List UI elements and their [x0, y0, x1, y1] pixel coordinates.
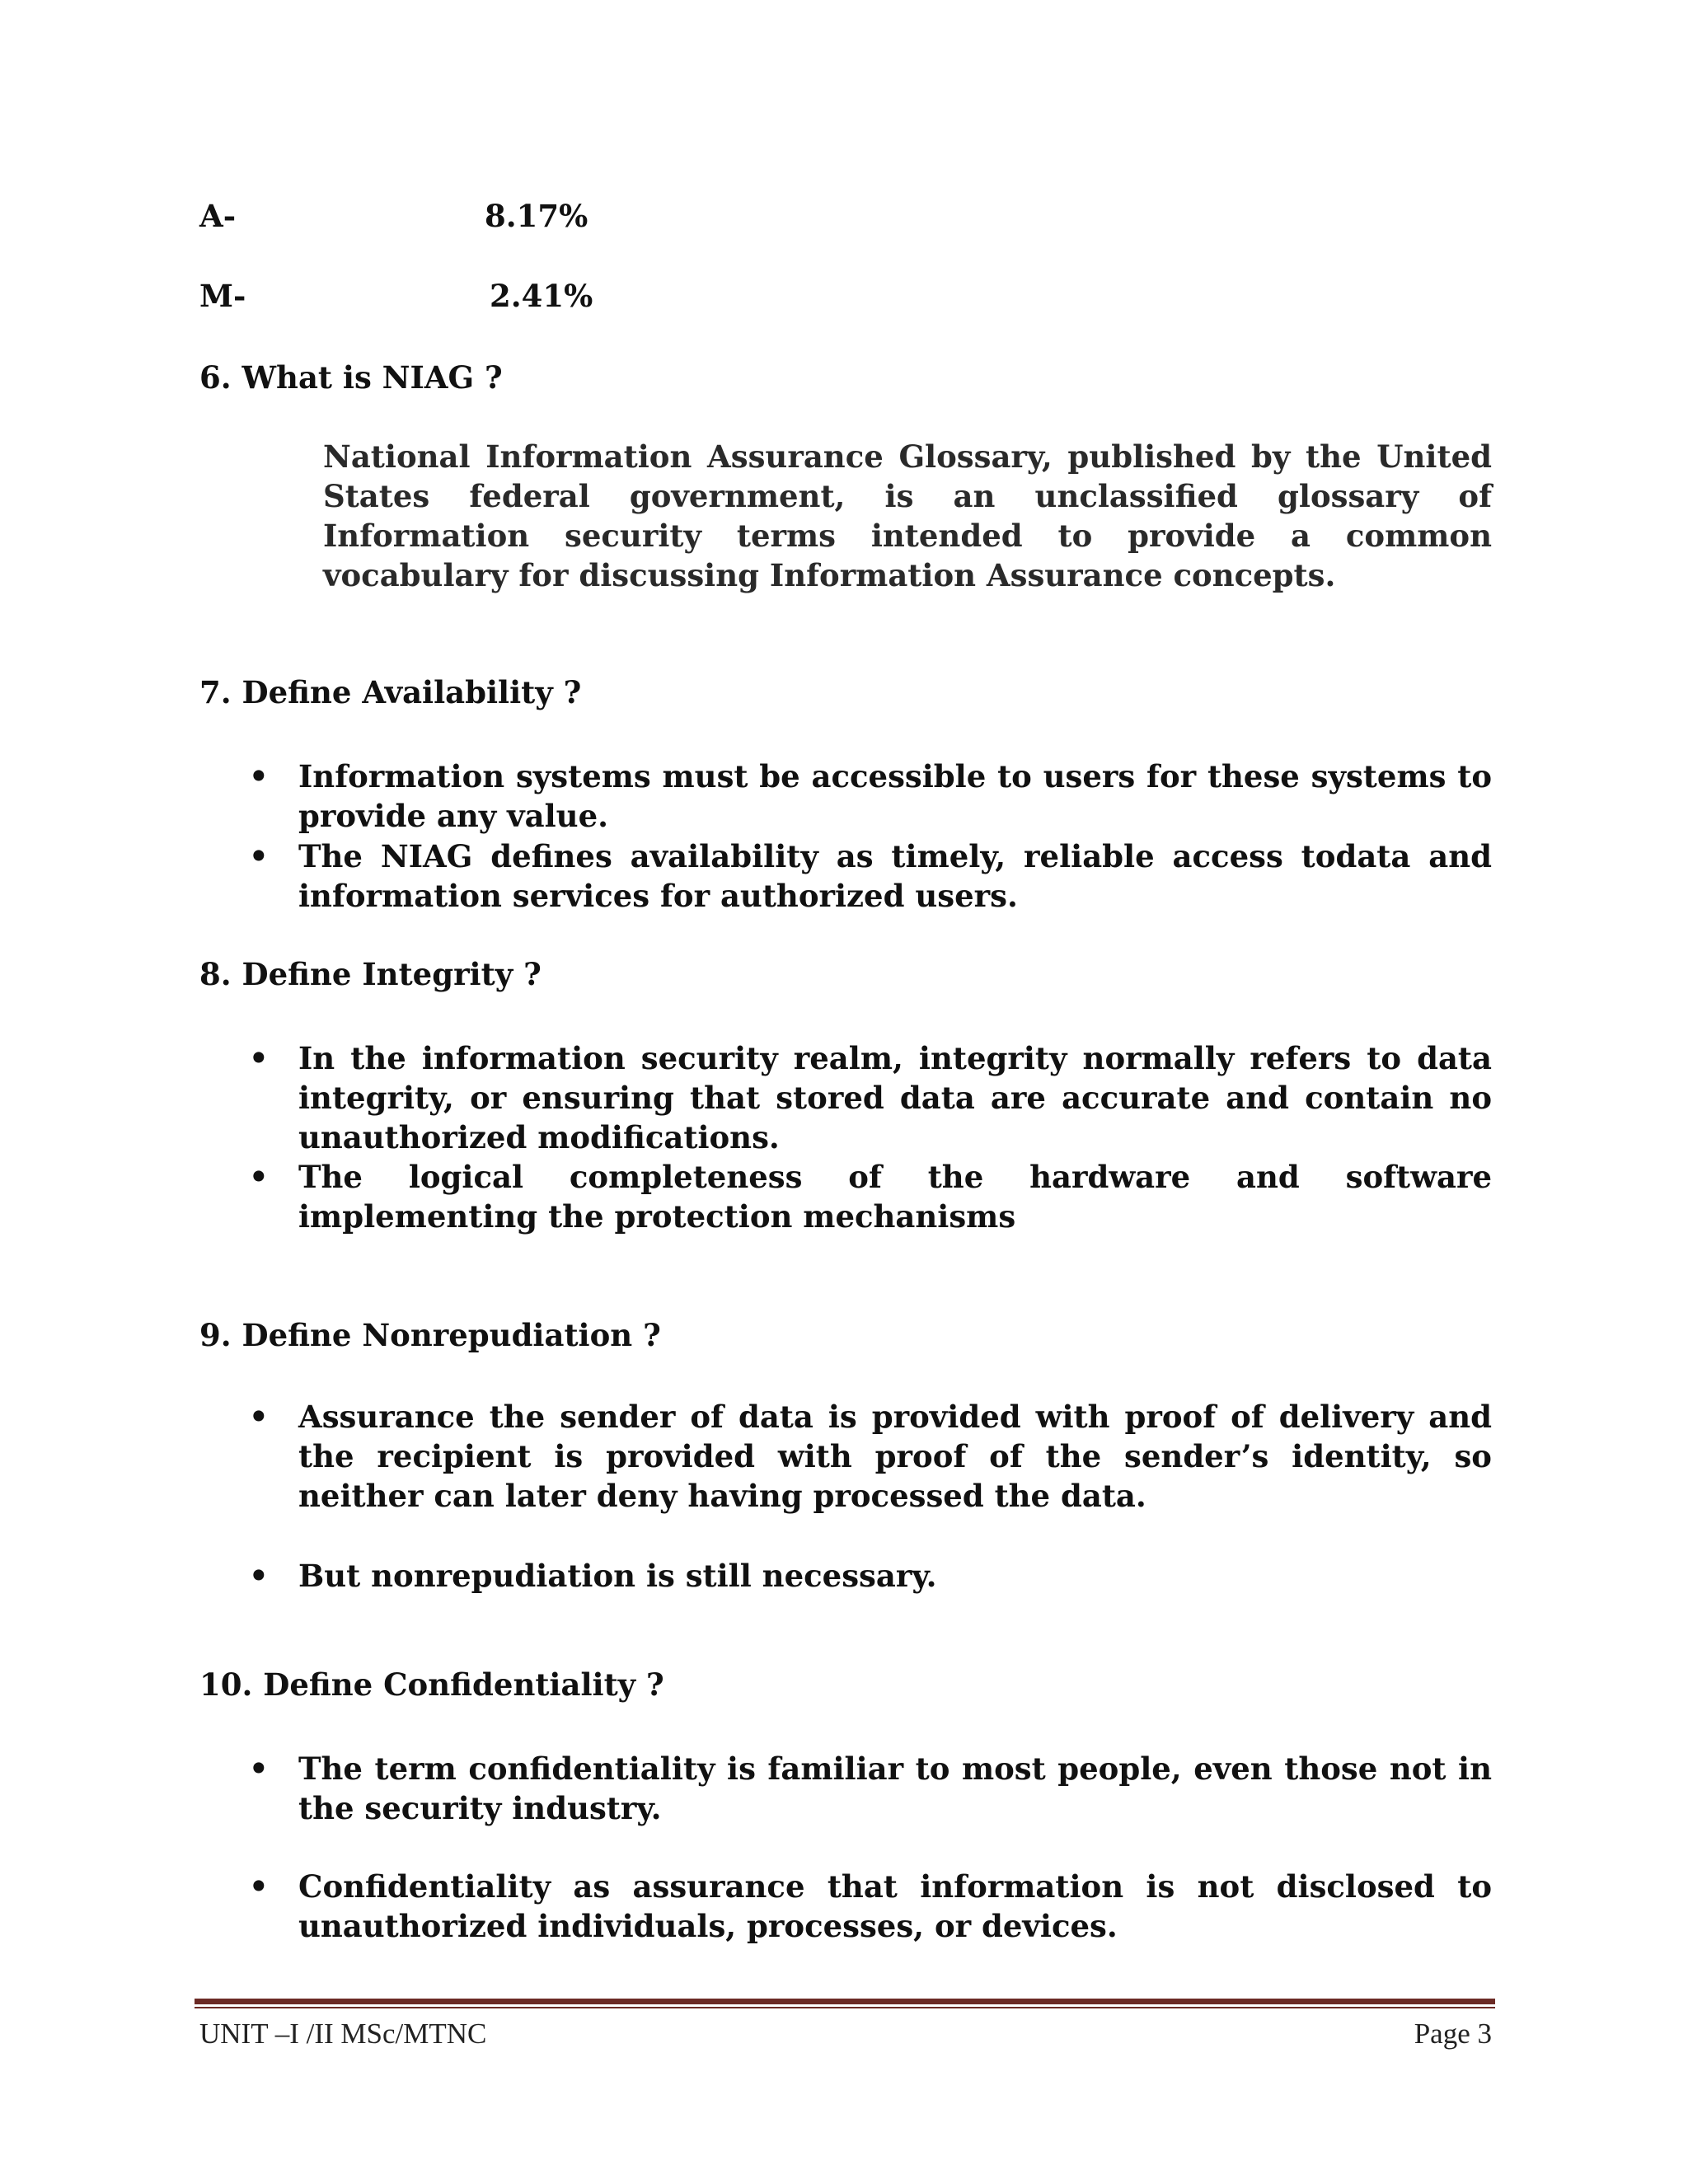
- bullet-text: The logical completeness of the hardware and software implementing the protection mechanisms: [298, 1159, 1492, 1235]
- bullet-text: Information systems must be accessible to users for these systems to provide any value.: [298, 758, 1492, 834]
- bullet-icon: •: [249, 1399, 269, 1435]
- bullet-item: [249, 1038, 1492, 1157]
- bullet-text: In the information security realm, integrity normally refers to data integrity, or ensuring that stored data are accurate and contain no unauthorized modifications.: [298, 1040, 1492, 1155]
- bullet-text: The NIAG defines availability as timely, reliable access todata and information services for authorized users.: [298, 838, 1492, 914]
- grade-value: 8.17%: [485, 198, 588, 234]
- grade-label: M-: [199, 278, 246, 314]
- footer-rule-thin: [195, 2007, 1495, 2008]
- bullet-icon: •: [249, 838, 269, 874]
- bullet-item: [249, 1157, 1492, 1236]
- bullet-icon: •: [249, 1558, 269, 1594]
- bullet-text: Assurance the sender of data is provided with proof of delivery and the recipient is provided with proof of the sender’s identity, so neither can later deny having processed the data.: [298, 1399, 1492, 1514]
- footer-rule: [195, 1999, 1495, 2004]
- bullet-item: [249, 1867, 1492, 1946]
- question-heading-7: 7. Define Availability ?: [199, 674, 582, 710]
- question-heading-8: 8. Define Integrity ?: [199, 956, 542, 992]
- bullet-icon: •: [249, 1750, 269, 1787]
- question-heading-9: 9. Define Nonrepudiation ?: [199, 1317, 661, 1353]
- bullet-item: [249, 1556, 1492, 1596]
- bullet-item: [249, 757, 1492, 836]
- bullet-icon: •: [249, 758, 269, 794]
- grade-label: A-: [199, 198, 237, 234]
- bullet-text: The term confidentiality is familiar to most people, even those not in the security industry.: [298, 1750, 1492, 1826]
- footer-course-label: UNIT –I /II MSc/MTNC: [199, 2018, 487, 2050]
- grade-row-m: [199, 276, 593, 316]
- bullet-icon: •: [249, 1040, 269, 1076]
- question-heading-6: 6. What is NIAG ?: [199, 359, 503, 396]
- grade-row-a: [199, 196, 588, 236]
- bullet-text: But nonrepudiation is still necessary.: [298, 1558, 937, 1594]
- bullet-icon: •: [249, 1868, 269, 1905]
- bullet-text: Confidentiality as assurance that information is not disclosed to unauthorized individuals, processes, or devices.: [298, 1868, 1492, 1944]
- bullet-item: [249, 837, 1492, 916]
- bullet-icon: •: [249, 1159, 269, 1195]
- answer-paragraph-6: National Information Assurance Glossary, published by the United States federal government, is an unclassified glossary of Information security terms intended to provide a common vocabulary for discussing Information Assurance concepts.: [323, 438, 1492, 593]
- bullet-item: [249, 1397, 1492, 1516]
- question-heading-10: 10. Define Confidentiality ?: [199, 1666, 664, 1703]
- bullet-item: [249, 1749, 1492, 1828]
- page-number: Page 3: [1414, 2018, 1492, 2050]
- grade-value: 2.41%: [490, 278, 593, 314]
